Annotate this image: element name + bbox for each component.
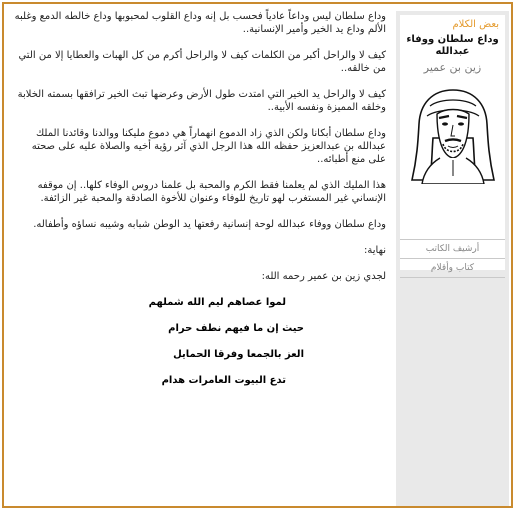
- article-title-line: وداع سلطان ووفاء: [406, 34, 499, 45]
- article-body: [12, 10, 386, 400]
- column-category[interactable]: بعض الكلام: [452, 19, 499, 30]
- poem-intro: لجدي زين بن عمير رحمه الله:: [261, 271, 386, 282]
- article-paragraph: هذا المليك الذي لم يعلمنا فقط الكرم والمحبة بل علمنا دروس الوفاء كلها.. إن موقفه الإنساني غير المستغرب لهو تاريخ للوفاء وعنوان للأخوة الصادقة والمحبة غير الزائفة.: [37, 180, 386, 204]
- author-name: زين بن عمير: [423, 61, 482, 74]
- article-paragraph: كيف لا والراحل أكبر من الكلمات كيف لا والراحل أكرم من كل الهبات والعطايا إلا من التي من خالقه..: [18, 50, 386, 74]
- poem-line: حيث إن ما فيهم نطف حرام: [168, 323, 304, 334]
- author-card: [400, 15, 505, 270]
- ending-heading: نهاية:: [364, 245, 386, 256]
- article-paragraph: وداع سلطان ليس وداعاً عادياً فحسب بل إنه وداع القلوب لمحبوبها وداع خالطه الدمع وغلبه الألم وداع يد الخير وأمير الإنسانية..: [14, 11, 386, 35]
- poem-line: لموا عصاهم ليم الله شملهم: [148, 297, 286, 308]
- writers-link[interactable]: كتاب وأقلام: [400, 258, 505, 277]
- page-frame: [2, 2, 513, 508]
- article-title: [400, 34, 505, 58]
- article-paragraph: وداع سلطان أبكانا ولكن الذي زاد الدموع انهماراً هي دموع مليكنا ووالدنا وقائدنا الملك عبدالله بن عبدالعزيز حفظه الله هذا الرجل الذي آثر رؤية أخيه والصلاة عليه على صحته على منع أطبائه..: [31, 128, 386, 165]
- author-archive-link[interactable]: أرشيف الكاتب: [400, 239, 505, 258]
- sidebar: [396, 11, 509, 506]
- article-title-line: عبدالله: [435, 46, 470, 57]
- sidebar-divider: [400, 277, 505, 278]
- poem-line: تدع البيوت العامرات هدام: [161, 375, 286, 386]
- author-portrait: [410, 84, 496, 184]
- article-paragraph: وداع سلطان ووفاء عبدالله لوحة إنسانية رفعتها يد الوطن شبابه وشيبه نساؤه وأطفاله.: [33, 219, 386, 230]
- sidebar-links: [400, 239, 505, 278]
- article-paragraph: كيف لا والراحل يد الخير التي امتدت طول الأرض وعرضها تبث الخير ترافقها بسمته الخلابة وخلقه المميزة ونفسه الأبية..: [17, 89, 386, 113]
- poem-line: العز بالجمعا وفرقا الحمايل: [173, 349, 304, 360]
